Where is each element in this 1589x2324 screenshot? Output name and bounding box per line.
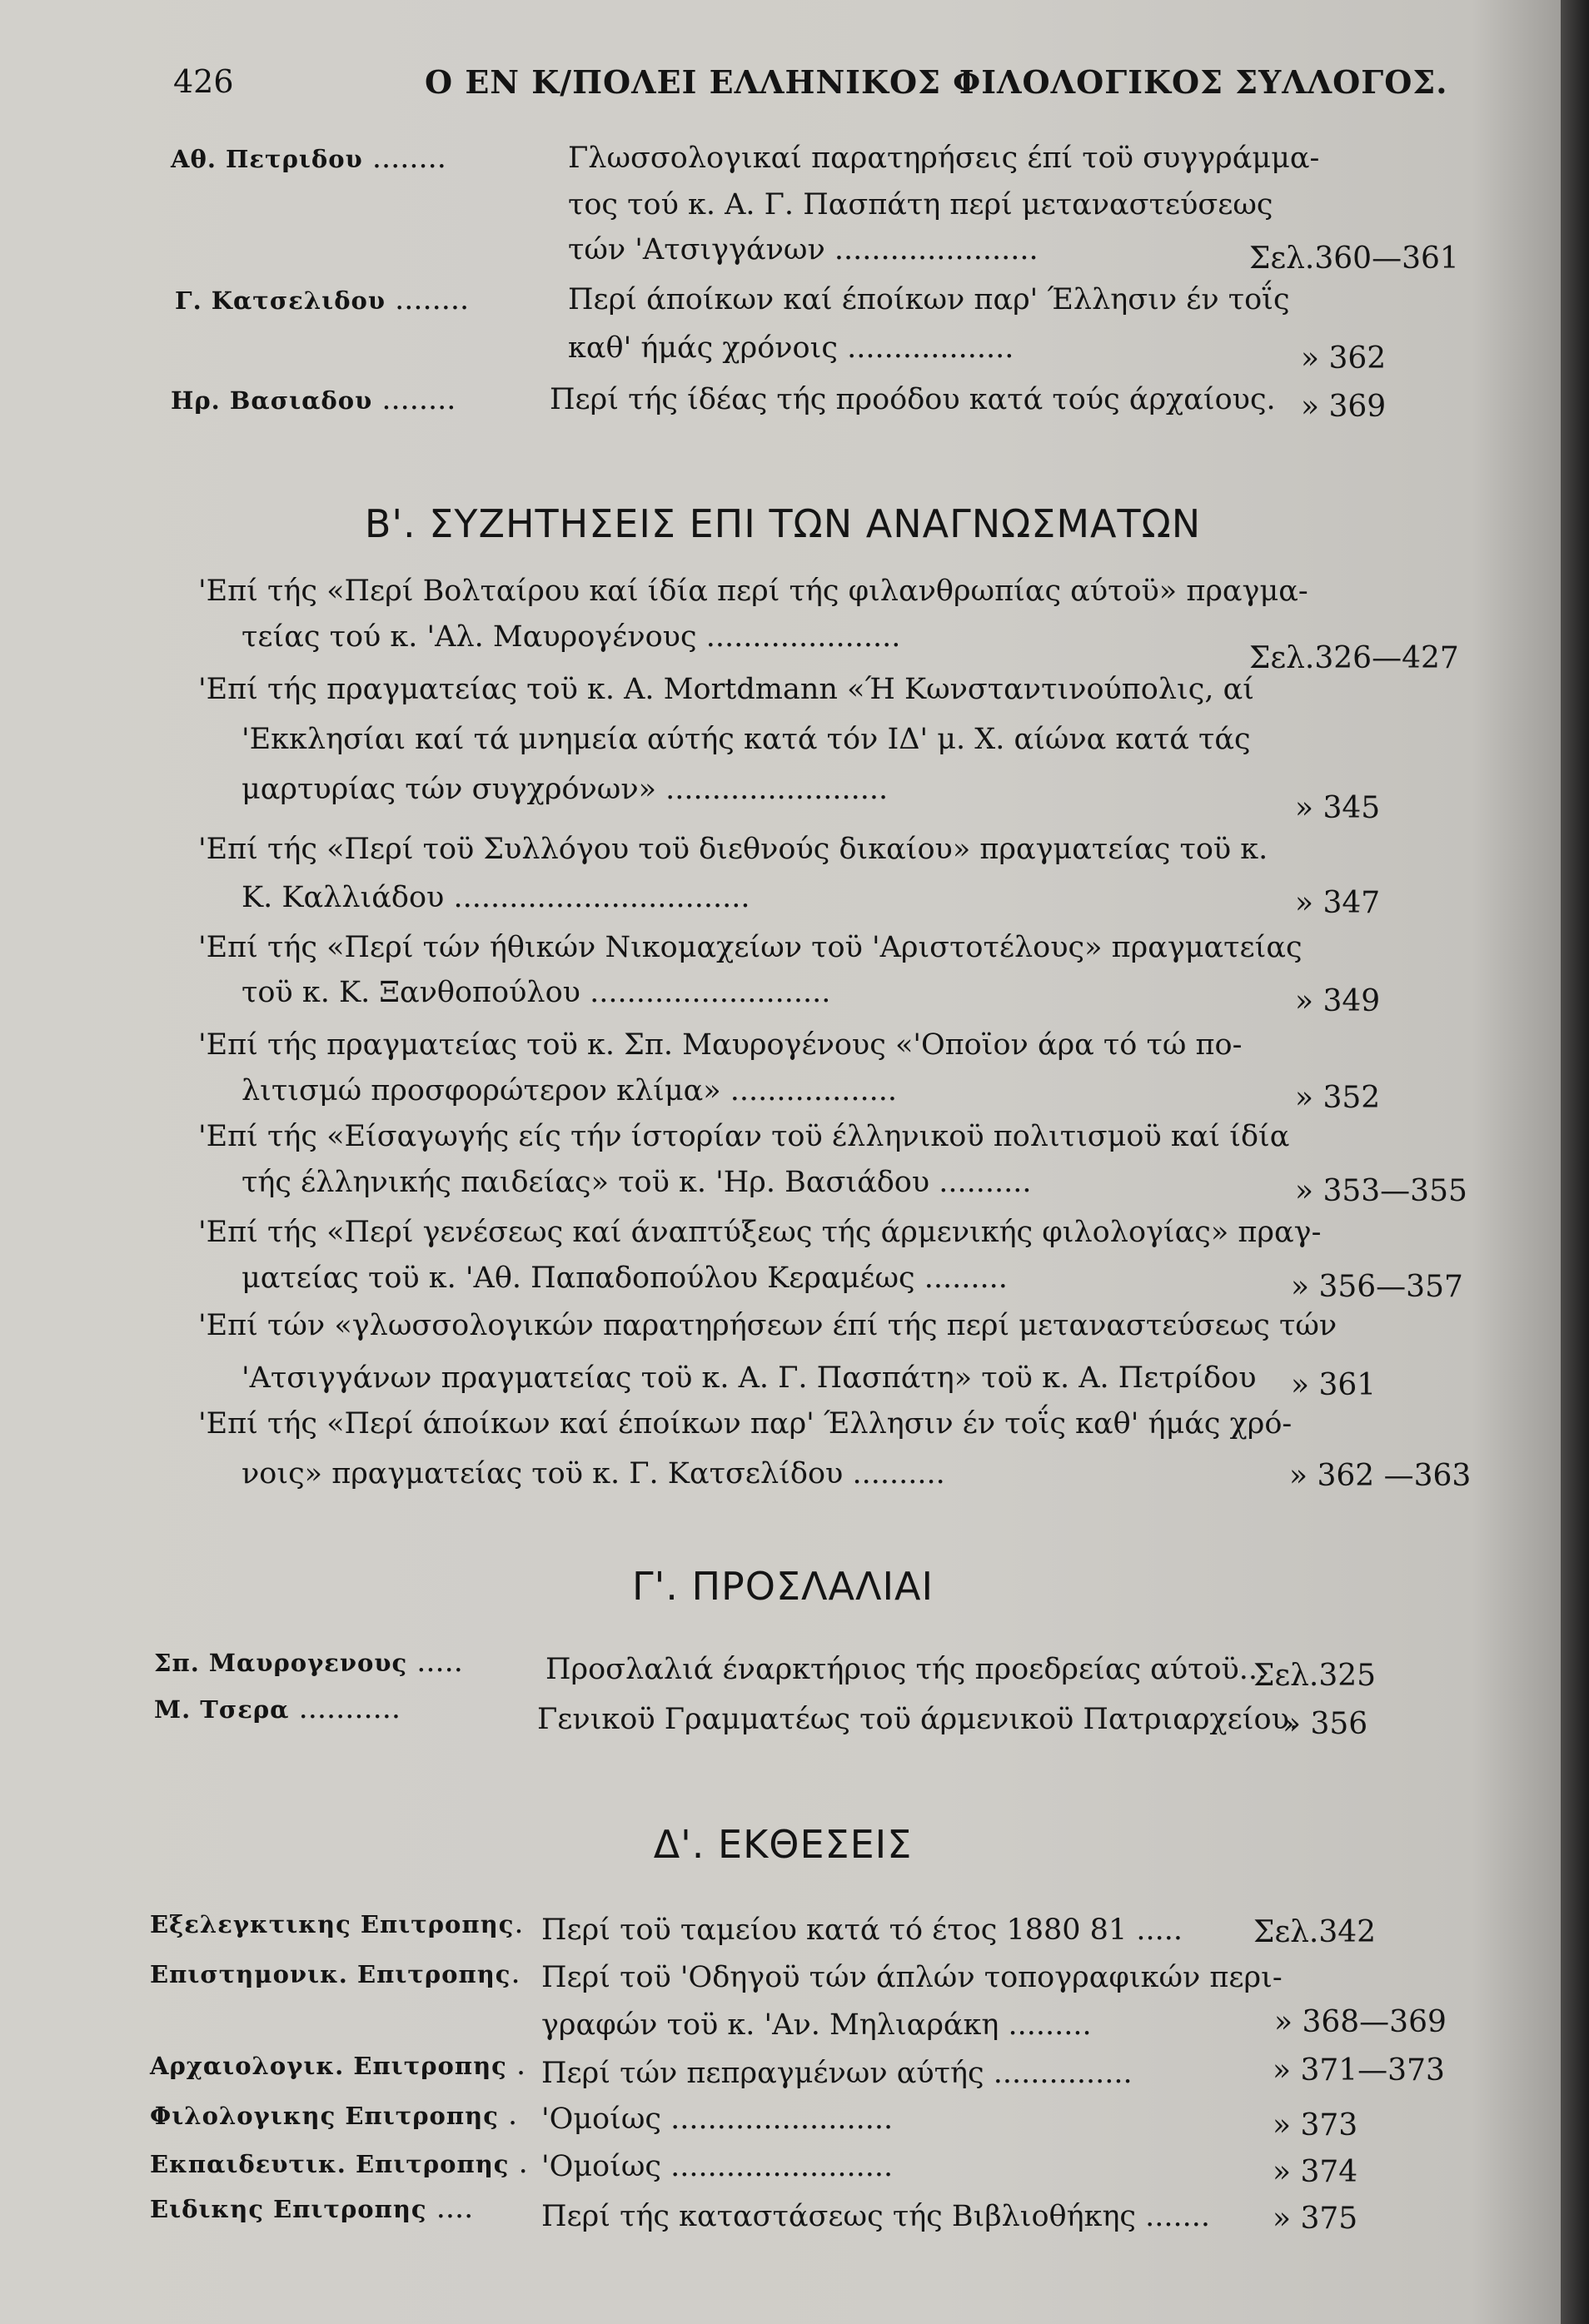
toc-page-ref: » 371—373 <box>1273 2053 1445 2088</box>
toc-line: 'Επί τής «Είσαγωγής είς τήν ίστορίαν τοϋ έλληνικοϋ πολιτισμοϋ καί ίδία <box>198 1120 1290 1153</box>
toc-line: 'Εκκλησίαι καί τά μνημεία αύτής κατά τόν ΙΔ' μ. Χ. αίώνα κατά τάς <box>242 723 1251 756</box>
toc-page-ref: » 345 <box>1295 791 1381 825</box>
toc-author: Γ. Κατσελιδου ........ <box>175 283 470 316</box>
toc-line: Περί άποίκων καί έποίκων παρ' Έλλησιν έν τοΐς <box>568 283 1290 316</box>
toc-line: Κ. Καλλιάδου ................................ <box>242 881 750 914</box>
toc-page-ref: » 353—355 <box>1295 1174 1467 1208</box>
toc-line: 'Επί τής «Περί Βολταίρου καί ίδία περί τής φιλανθρωπίας αύτοϋ» πραγμα- <box>198 575 1308 608</box>
toc-line: λιτισμώ προσφορώτερον κλίμα» .................. <box>242 1074 898 1107</box>
toc-page-ref: » 369 <box>1301 390 1387 424</box>
toc-author: Ειδικης Επιτροπης .... <box>150 2192 474 2225</box>
toc-line: Περί τοϋ ταμείου κατά τό έτος 1880 81 ..... <box>541 1913 1183 1947</box>
toc-line: Περί τής ίδέας τής προόδου κατά τούς άρχαίους. <box>550 383 1276 416</box>
toc-author: Φιλολογικης Επιτροπης . <box>150 2098 518 2132</box>
toc-author: Ηρ. Βασιαδου ........ <box>171 383 456 416</box>
section-heading: Γ'. ΠΡΟΣΛΑΛΙΑΙ <box>631 1564 934 1609</box>
toc-line: τος τού κ. Α. Γ. Πασπάτη περί μεταναστεύσεως <box>568 188 1273 221</box>
toc-author: Σπ. Μαυρογενους ..... <box>154 1645 463 1679</box>
toc-line: 'Ατσιγγάνων πραγματείας τοϋ κ. Α. Γ. Πασπάτη» τοϋ κ. Α. Πετρίδου <box>242 1361 1257 1395</box>
toc-page-ref: » 368—369 <box>1274 2005 1447 2039</box>
section-heading: Δ'. ΕΚΘΕΣΕΙΣ <box>653 1822 913 1867</box>
toc-line: 'Ομοίως ........................ <box>541 2103 894 2136</box>
toc-page-ref: Σελ.360—361 <box>1249 241 1459 276</box>
toc-line: Περί τοϋ 'Οδηγοϋ τών άπλών τοπογραφικών περι- <box>541 1961 1283 1994</box>
toc-line: 'Επί τής πραγματείας τοϋ κ. Σπ. Μαυρογένους «'Οποϊον άρα τό τώ πο- <box>198 1028 1243 1062</box>
toc-page-ref: » 373 <box>1273 2108 1358 2142</box>
toc-page-ref: » 375 <box>1273 2202 1358 2236</box>
toc-line: τοϋ κ. Κ. Ξανθοπούλου .......................... <box>242 976 831 1009</box>
toc-page-ref: Σελ.325 <box>1253 1659 1377 1693</box>
toc-page-ref: » 362 <box>1301 341 1387 376</box>
toc-line: Γλωσσολογικαί παρατηρήσεις έπί τοϋ συγγράμμα- <box>568 142 1320 175</box>
toc-line: γραφών τοϋ κ. 'Αν. Μηλιαράκη ......... <box>541 2008 1092 2042</box>
toc-page-ref: » 352 <box>1295 1081 1381 1115</box>
toc-author: Αθ. Πετριδου ........ <box>171 142 446 175</box>
toc-line: 'Επί τών «γλωσσολογικών παρατηρήσεων έπί τής περί μεταναστεύσεως τών <box>198 1309 1337 1342</box>
toc-author: Επιστημονικ. Επιτροπης. <box>150 1957 521 1990</box>
book-spine <box>1561 0 1589 2324</box>
toc-page-ref: » 347 <box>1295 886 1381 920</box>
section-heading: Β'. ΣΥΖΗΤΗΣΕΙΣ ΕΠΙ ΤΩΝ ΑΝΑΓΝΩΣΜΑΤΩΝ <box>364 501 1202 546</box>
toc-line: Προσλαλιά έναρκτήριος τής προεδρείας αύτοϋ... <box>545 1653 1268 1686</box>
toc-line: ματείας τοϋ κ. 'Αθ. Παπαδοπούλου Κεραμέως ......... <box>242 1262 1008 1295</box>
toc-line: 'Επί τής «Περί τών ήθικών Νικομαχείων τοϋ 'Αριστοτέλους» πραγματείας <box>198 931 1303 964</box>
toc-line: καθ' ήμάς χρόνοις .................. <box>568 331 1014 365</box>
toc-line: Περί τής καταστάσεως τής Βιβλιοθήκης ....... <box>541 2200 1211 2233</box>
toc-line: 'Επί τής «Περί γενέσεως καί άναπτύξεως τής άρμενικής φιλολογίας» πραγ- <box>198 1216 1322 1249</box>
toc-page-ref: Σελ.326—427 <box>1249 641 1459 675</box>
toc-author: Αρχαιολογικ. Επιτροπης . <box>150 2048 526 2082</box>
toc-page-ref: » 356—357 <box>1291 1270 1463 1304</box>
toc-line: 'Επί τής «Περί τοϋ Συλλόγου τοϋ διεθνούς δικαίου» πραγματείας τοϋ κ. <box>198 833 1268 866</box>
toc-line: νοις» πραγματείας τοϋ κ. Γ. Κατσελίδου .......... <box>242 1457 945 1490</box>
toc-page-ref: » 356 <box>1283 1707 1368 1741</box>
toc-line: 'Επί τής πραγματείας τοϋ κ. Α. Mortdmann «Ή Κωνσταντινούπολις, αί <box>198 673 1254 706</box>
toc-author: Εξελεγκτικης Επιτροπης. <box>150 1907 524 1940</box>
page-number: 426 <box>173 63 234 100</box>
toc-line: τείας τού κ. 'Αλ. Μαυρογένους ..................... <box>242 620 901 654</box>
toc-line: 'Επί τής «Περί άποίκων καί έποίκων παρ' Έλλησιν έν τοΐς καθ' ήμάς χρό- <box>198 1407 1293 1441</box>
toc-line: Γενικοϋ Γραμματέως τοϋ άρμενικοϋ Πατριαρχείου. <box>537 1703 1298 1736</box>
toc-author: Εκπαιδευτικ. Επιτροπης . <box>150 2147 528 2180</box>
toc-page-ref: » 362 —363 <box>1289 1459 1472 1493</box>
toc-author: Μ. Τσερα ........... <box>154 1692 401 1725</box>
toc-page-ref: » 374 <box>1273 2155 1358 2189</box>
toc-line: τών 'Ατσιγγάνων ...................... <box>568 233 1039 266</box>
toc-page-ref: Σελ.342 <box>1253 1915 1377 1949</box>
toc-line: Περί τών πεπραγμένων αύτής ............... <box>541 2057 1133 2090</box>
toc-line: τής έλληνικής παιδείας» τοϋ κ. 'Ηρ. Βασιάδου .......... <box>242 1166 1032 1199</box>
toc-line: 'Ομοίως ........................ <box>541 2150 894 2183</box>
running-title: Ο ΕΝ Κ/ΠΟΛΕΙ ΕΛΛΗΝΙΚΟΣ ΦΙΛΟΛΟΓΙΚΟΣ ΣΥΛΛΟΓΟΣ. <box>425 63 1448 101</box>
toc-page-ref: » 349 <box>1295 984 1381 1018</box>
toc-page-ref: » 361 <box>1291 1368 1377 1402</box>
toc-line: μαρτυρίας τών συγχρόνων» ........................ <box>242 773 889 806</box>
